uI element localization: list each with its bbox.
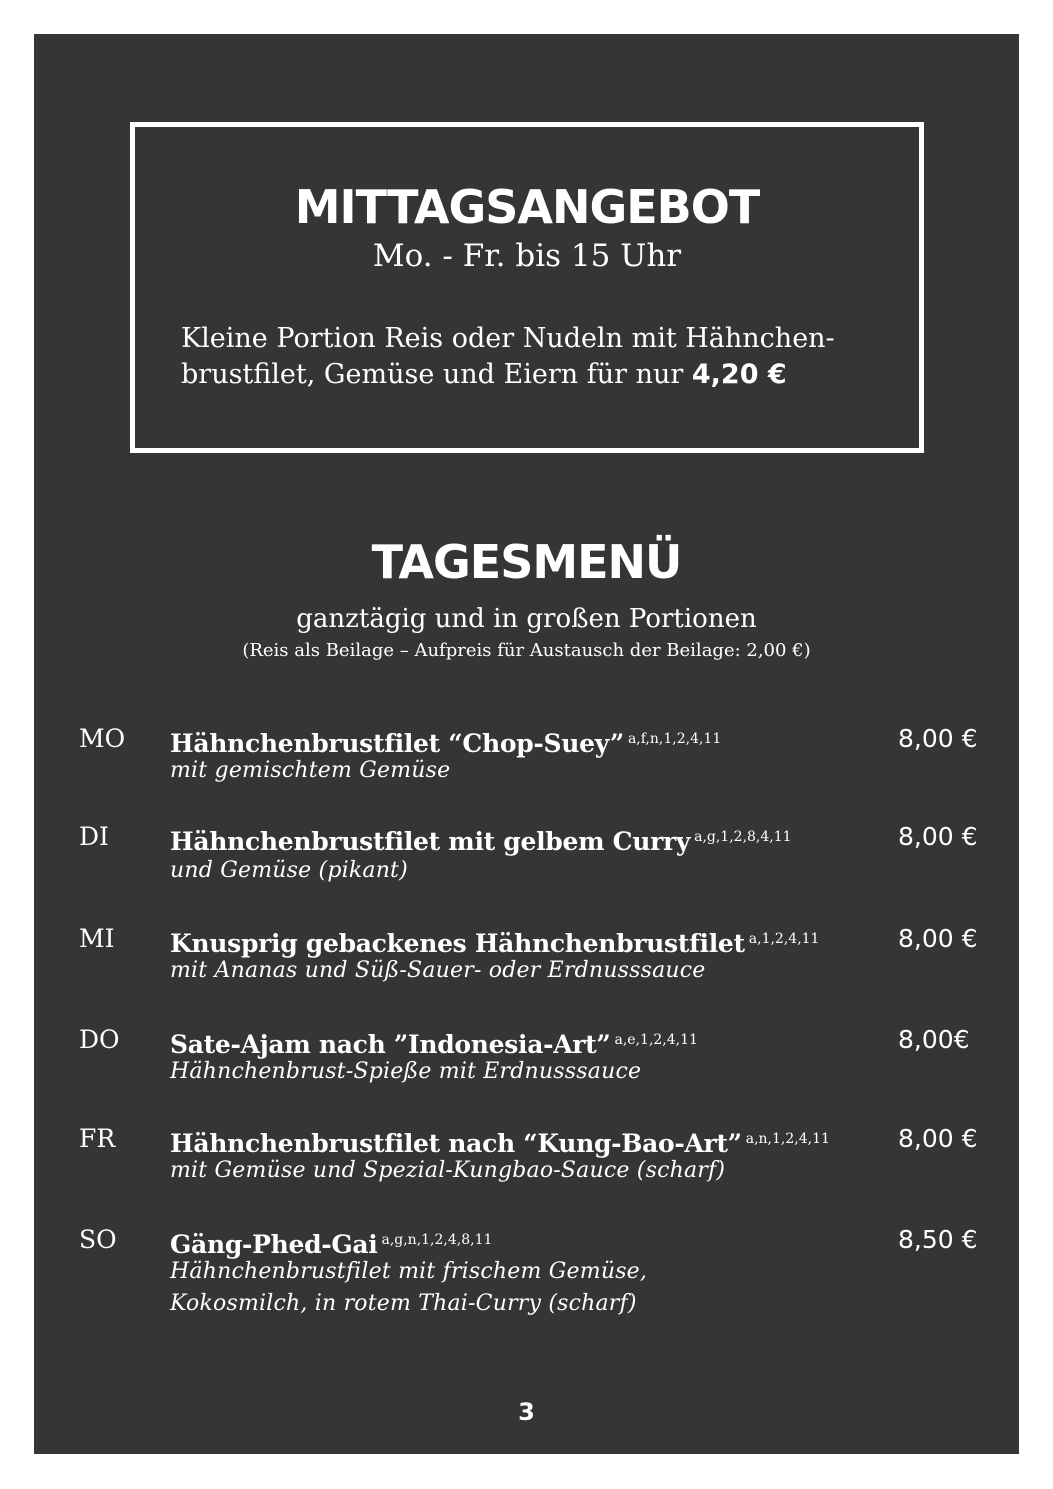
- menu-item-dish-name: Hähnchenbrustfilet mit gelbem Curry: [170, 827, 691, 856]
- menu-item-dish-name: Sate-Ajam nach ”Indonesia-Art”: [170, 1030, 611, 1059]
- offer-title: MITTAGSANGEBOT: [294, 180, 760, 234]
- menu-item-price: 8,00 €: [898, 1124, 978, 1153]
- menu-item-allergens: a,e,1,2,4,11: [614, 1032, 698, 1048]
- menu-item-description: mit Gemüse und Spezial-Kungbao-Sauce (scharf): [170, 1158, 726, 1183]
- daily-menu-title: TAGESMENÜ: [371, 535, 682, 589]
- offer-subtitle: Mo. - Fr. bis 15 Uhr: [372, 238, 682, 274]
- menu-item-day: FR: [79, 1124, 116, 1153]
- menu-item-day: MI: [79, 924, 115, 953]
- menu-item-dish: [170, 820, 792, 859]
- menu-item-dish-name: Hähnchenbrustfilet “Chop-Suey”: [170, 729, 624, 758]
- menu-item-description: Hähnchenbrust-Spieße mit Erdnusssauce: [170, 1059, 642, 1084]
- menu-item-price: 8,00€: [898, 1025, 970, 1054]
- menu-item-allergens: a,g,n,1,2,4,8,11: [381, 1232, 493, 1248]
- menu-item-day: DI: [79, 822, 109, 851]
- menu-item-day: DO: [79, 1025, 120, 1054]
- offer-text-line2: brustfilet, Gemüse und Eiern für nur: [181, 359, 684, 390]
- page-number: 3: [518, 1398, 535, 1426]
- menu-item-description: und Gemüse (pikant): [170, 858, 408, 883]
- lunch-offer-box: [130, 122, 924, 453]
- menu-item-price: 8,50 €: [898, 1225, 978, 1254]
- menu-item-description: mit gemischtem Gemüse: [170, 758, 451, 783]
- menu-item-price: 8,00 €: [898, 924, 978, 953]
- menu-item-description: mit Ananas und Süß-Sauer- oder Erdnusssauce: [170, 958, 706, 983]
- menu-item-allergens: a,f,n,1,2,4,11: [627, 731, 722, 747]
- daily-menu-note: (Reis als Beilage – Aufpreis für Austausch der Beilage: 2,00 €): [242, 640, 811, 661]
- menu-item-day: SO: [79, 1225, 117, 1254]
- offer-text-line1: Kleine Portion Reis oder Nudeln mit Hähnchen-: [181, 323, 835, 354]
- menu-item-dish-name: Knusprig gebackenes Hähnchenbrustfilet: [170, 929, 745, 958]
- menu-item-allergens: a,g,1,2,8,4,11: [694, 829, 792, 845]
- menu-item-day: MO: [79, 724, 126, 753]
- menu-page: [34, 34, 1019, 1454]
- menu-item-price: 8,00 €: [898, 724, 978, 753]
- menu-item-price: 8,00 €: [898, 822, 978, 851]
- menu-item-dish-name: Hähnchenbrustfilet nach “Kung-Bao-Art”: [170, 1129, 742, 1158]
- offer-description: [181, 321, 901, 393]
- menu-item-allergens: a,1,2,4,11: [748, 931, 820, 947]
- daily-menu-subtitle: ganztägig und in großen Portionen: [296, 604, 757, 634]
- menu-item-allergens: a,n,1,2,4,11: [745, 1131, 830, 1147]
- menu-item-description: Hähnchenbrustfilet mit frischem Gemüse, Kokosmilch, in rotem Thai-Curry (scharf): [170, 1259, 648, 1316]
- offer-price: 4,20 €: [691, 359, 787, 390]
- menu-item-dish-name: Gäng-Phed-Gai: [170, 1230, 378, 1259]
